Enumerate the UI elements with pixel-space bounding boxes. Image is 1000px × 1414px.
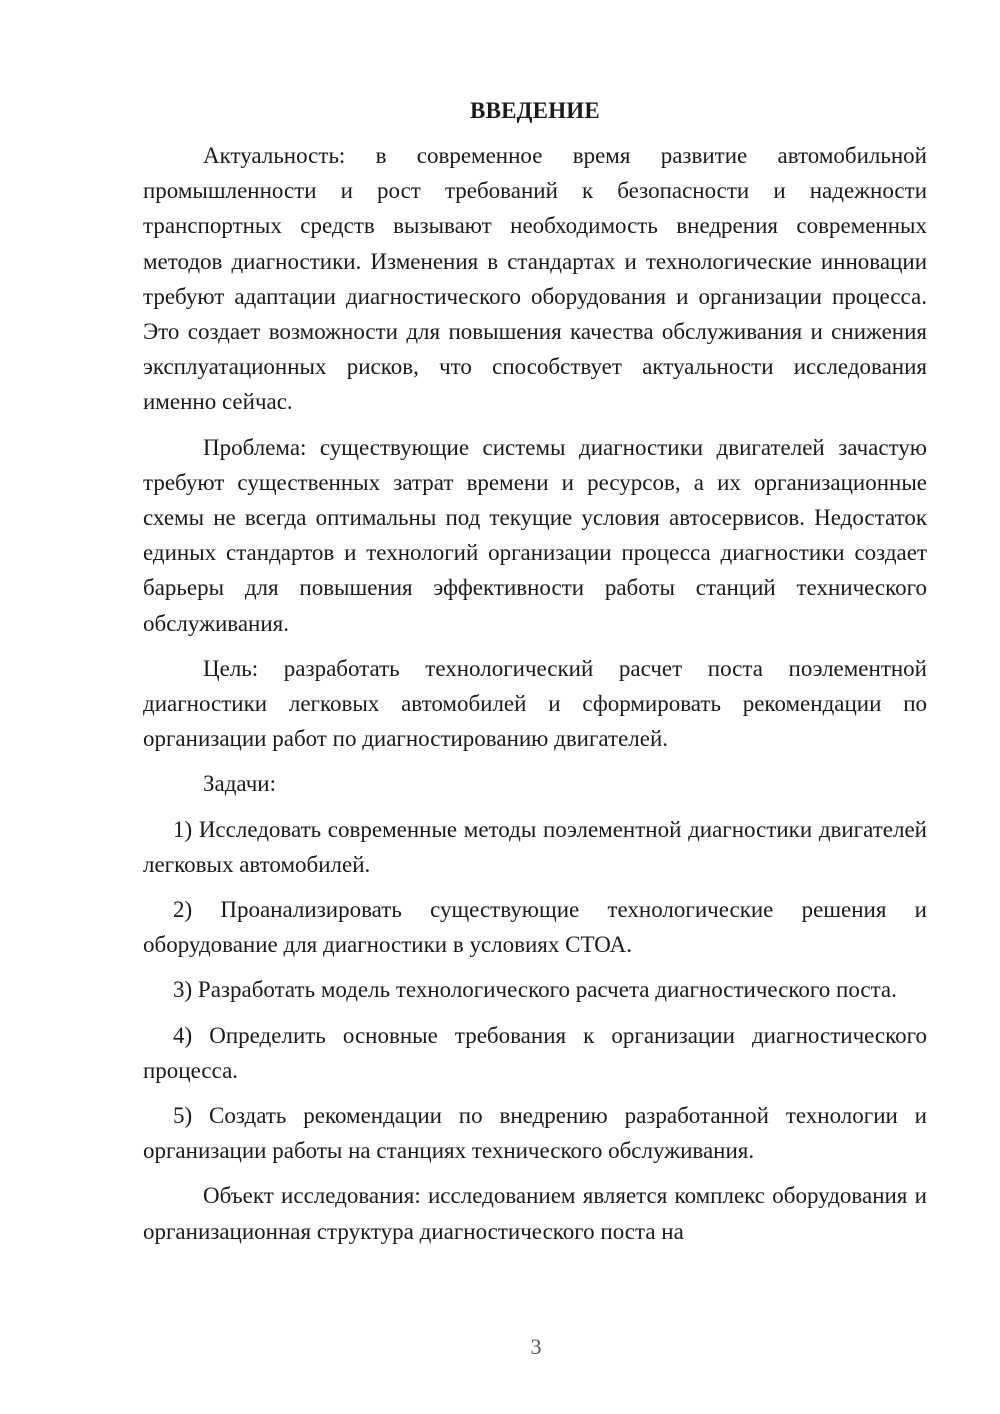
list-item: 3) Разработать модель технологического расчета диагностического поста. [173, 977, 897, 1003]
tasks-heading: Задачи: [203, 771, 276, 797]
list-item: 5) Создать рекомендации по внедрению разработанной технологии и организации работы на станциях технического обслуживания. [143, 1103, 927, 1164]
page-title: ВВЕДЕНИЕ [470, 98, 600, 123]
list-item: 2) Проанализировать существующие технологические решения и оборудование для диагностики в условиях СТОА. [143, 897, 927, 958]
tasks-list [143, 812, 927, 1169]
paragraph-goal: Цель: разработать технологический расчет поста поэлементной диагностики легковых автомобилей и сформировать рекомендации по организации работ по диагностированию двигателей. [143, 655, 927, 752]
paragraph-object: Объект исследования: исследованием является комплекс оборудования и организационная структура диагностического поста на [143, 1183, 927, 1244]
paragraph-actuality: Актуальность: в современное время развитие автомобильной промышленности и рост требований к безопасности и надежности транспортных средств вызывают необходимость внедрения современных методов диагностики. Изменения в стандартах и технологические инновации требуют адаптации диагностического оборудования и организации процесса. Это создает возможности для повышения качества обслуживания и снижения эксплуатационных рисков, что способствует актуальности исследования именно сейчас. [143, 143, 927, 415]
list-item: 1) Исследовать современные методы поэлементной диагностики двигателей легковых автомобилей. [143, 816, 927, 877]
page-number: 3 [530, 1334, 542, 1359]
paragraph-problem: Проблема: существующие системы диагностики двигателей зачастую требуют существенных затрат времени и ресурсов, а их организационные схемы не всегда оптимальны под текущие условия автосервисов. Недостаток единых стандартов и технологий организации процесса диагностики создает барьеры для повышения эффективности работы станций технического обслуживания. [143, 434, 927, 636]
document-page [143, 96, 927, 1259]
list-item: 4) Определить основные требования к организации диагностического процесса. [143, 1022, 927, 1083]
